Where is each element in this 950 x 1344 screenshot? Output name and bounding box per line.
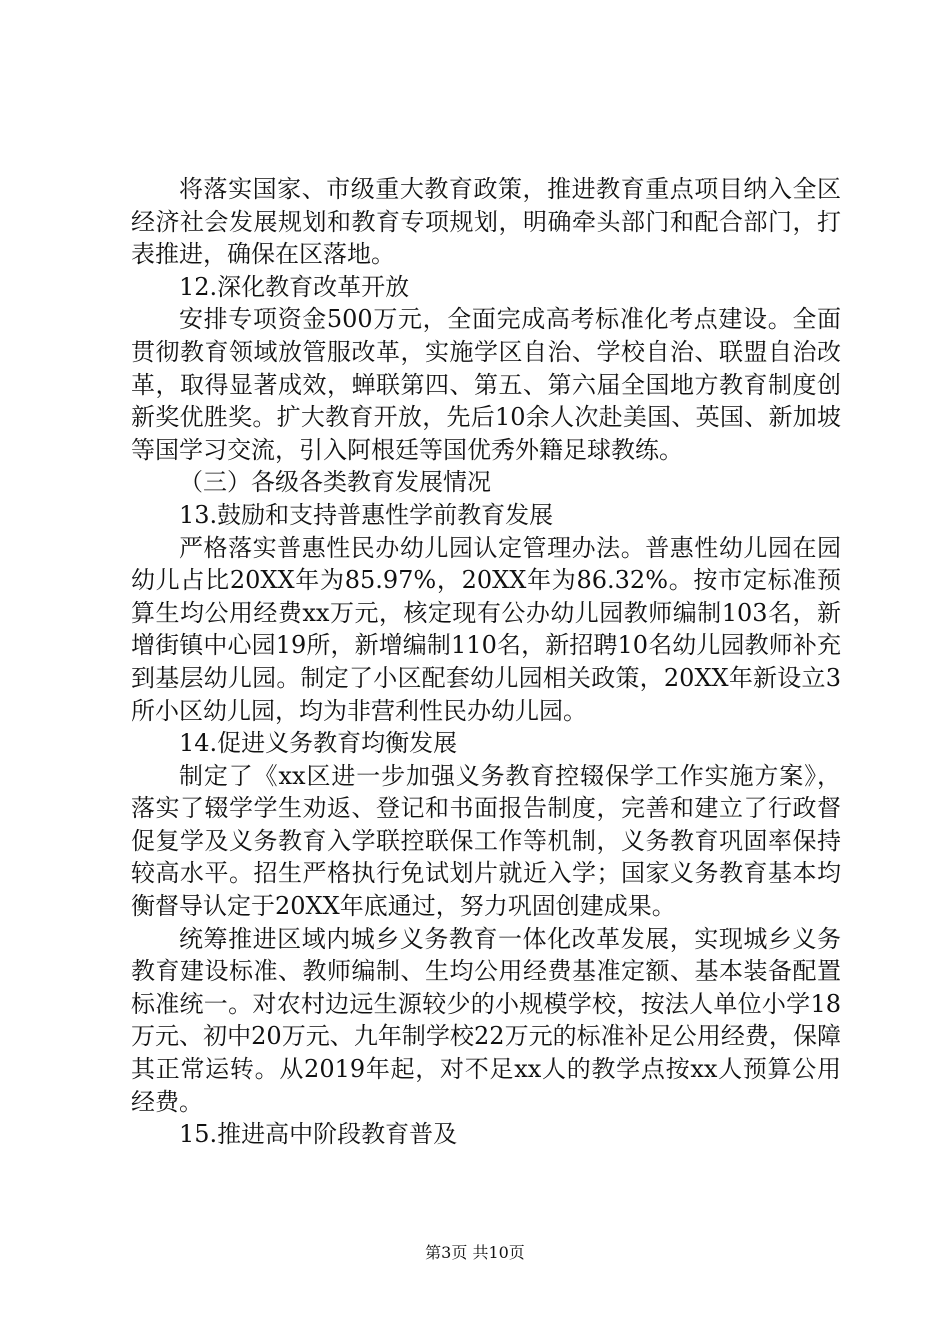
heading-preschool: 13.鼓励和支持普惠性学前教育发展 <box>179 500 554 529</box>
paragraph-policy-implementation: 将落实国家、市级重大教育政策，推进教育重点项目纳入全区经济社会发展规划和教育专项规划，明确牵头部门和配合部门，打表推进，确保在区落地。 <box>131 175 841 269</box>
heading-section-three: （三）各级各类教育发展情况 <box>179 468 491 497</box>
page-number-footer: 第3页 共10页 <box>425 1243 525 1262</box>
heading-reform-opening: 12.深化教育改革开放 <box>179 272 410 301</box>
paragraph-urban-rural-integration: 统筹推进区域内城乡义务教育一体化改革发展，实现城乡义务教育建设标准、教师编制、生均公用经费基准定额、基本装备配置标准统一。对农村边远生源较少的小规模学校，按法人单位小学18万元、初中20万元、九年制学校22万元的标准补足公用经费，保障其正常运转。从2019年起，对不足xx人的教学点按xx人预算公用经费。 <box>131 924 841 1116</box>
paragraph-dropout-control: 制定了《xx区进一步加强义务教育控辍保学工作实施方案》，落实了辍学学生劝返、登记和书面报告制度，完善和建立了行政督促复学及义务教育入学联控联保工作等机制，义务教育巩固率保持较高水平。招生严格执行免试划片就近入学；国家义务教育基本均衡督导认定于20XX年底通过，努力巩固创建成果。 <box>131 761 841 921</box>
document-body <box>131 173 841 1151</box>
heading-compulsory-education: 14.促进义务教育均衡发展 <box>179 729 458 758</box>
paragraph-preschool: 严格落实普惠性民办幼儿园认定管理办法。普惠性幼儿园在园幼儿占比20XX年为85.97%，20XX年为86.32%。按市定标准预算生均公用经费xx万元，核定现有公办幼儿园教师编制103名，新增街镇中心园19所，新增编制110名，新招聘10名幼儿园教师补充到基层幼儿园。制定了小区配套幼儿园相关政策，20XX年新设立3所小区幼儿园，均为非营利性民办幼儿园。 <box>131 533 841 725</box>
paragraph-reform-opening: 安排专项资金500万元，全面完成高考标准化考点建设。全面贯彻教育领域放管服改革，实施学区自治、学校自治、联盟自治改革，取得显著成效，蝉联第四、第五、第六届全国地方教育制度创新奖优胜奖。扩大教育开放，先后10余人次赴美国、英国、新加坡等国学习交流，引入阿根廷等国优秀外籍足球教练。 <box>131 305 841 464</box>
heading-high-school: 15.推进高中阶段教育普及 <box>179 1120 458 1149</box>
